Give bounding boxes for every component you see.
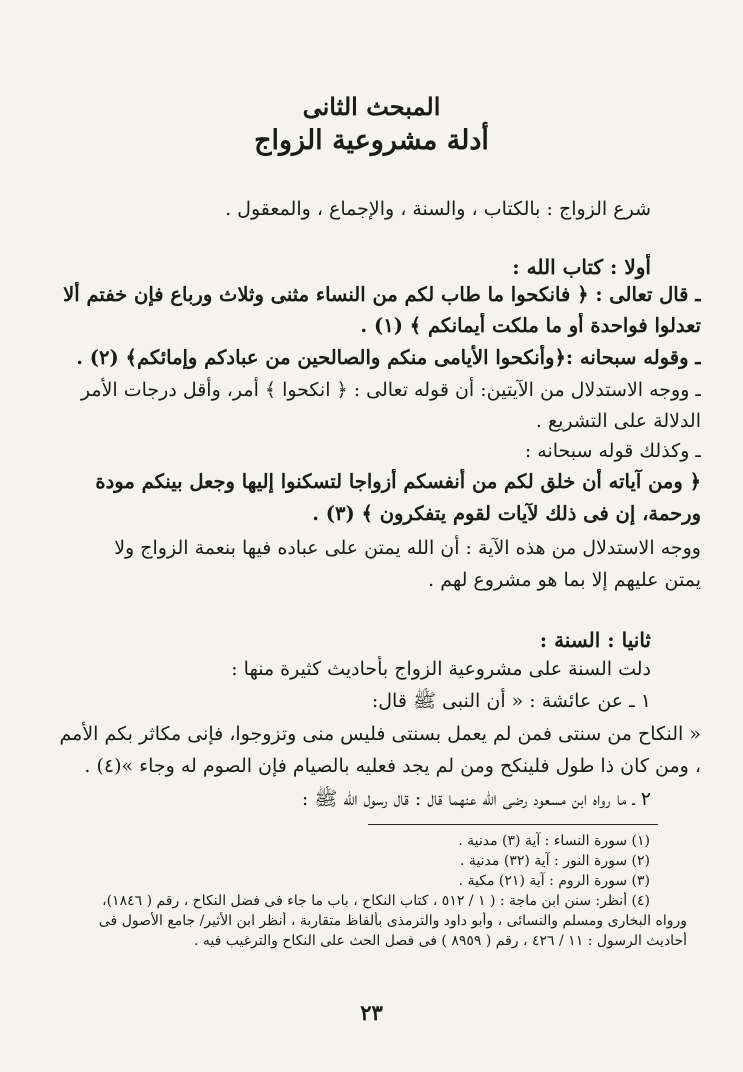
footnote: (٢) سورة النور : آية (٣٢) مدنية . [460, 853, 650, 869]
page-number: ٢٣ [360, 1000, 383, 1025]
text-line: ووجه الاستدلال من هذه الآية : أن الله يمتن على عباده فيها بنعمة الزواج ولا [114, 537, 701, 559]
verse-line: ورحمة، إن فى ذلك لآيات لقوم يتفكرون ﴾ (٣) . [312, 502, 701, 525]
verse-line: ـ وقوله سبحانه :﴿وأنكحوا الأيامى منكم والصالحين من عبادكم وإمائكم﴾ (٢) . [76, 346, 701, 369]
section-heading-quran: أولا : كتاب الله : [512, 255, 651, 279]
hadith-line: « النكاح من سنتى فمن لم يعمل بسنتى فليس منى وتزوجوا، فإنى مكاثر بكم الأمم [59, 723, 701, 745]
text-line: دلت السنة على مشروعية الزواج بأحاديث كثيرة منها : [231, 658, 651, 680]
verse-line: ﴿ ومن آياته أن خلق لكم من أنفسكم أزواجا لتسكنوا إليها وجعل بينكم مودة [95, 470, 701, 493]
hadith-line: ، ومن كان ذا طول فلينكح ومن لم يجد فعليه بالصيام فإن الصوم له وجاء »(٤) . [84, 755, 701, 777]
text-line: ـ ووجه الاستدلال من الآيتين: أن قوله تعالى : ﴿ انكحوا ﴾ أمر، وأقل درجات الأمر [80, 379, 701, 401]
verse-line: ـ قال تعالى : ﴿ فانكحوا ما طاب لكم من النساء مثنى وثلاث ورباع فإن خفتم ألا [63, 283, 701, 306]
section-title: المبحث الثانى [302, 92, 441, 121]
footnote: (٣) سورة الروم : آية (٢١) مكية . [458, 873, 650, 889]
intro-paragraph: شرع الزواج : بالكتاب ، والسنة ، والإجماع ، والمعقول . [225, 198, 651, 220]
text-line: الدلالة على التشريع . [535, 410, 701, 432]
footnote-continuation: أحاديث الرسول : ١١ / ٤٢٦ ، رقم ( ٨٩٥٩ ) فى فصل الحث على النكاح والترغيب فيه . [193, 933, 687, 949]
text-line: يمتن عليهم إلا بما هو مشروع لهم . [428, 569, 701, 591]
text-line: ١ ـ عن عائشة : « أن النبى ﷺ قال: [371, 690, 651, 712]
chapter-title: أدلة مشروعية الزواج [254, 125, 489, 156]
verse-line: تعدلوا فواحدة أو ما ملكت أيمانكم ﴾ (١) . [360, 314, 701, 337]
text-line: ٢ ـ ما رواه ابن مسعود رضى الله عنهما قال : قال رسول الله ﷺ : [301, 788, 651, 810]
footnote-continuation: ورواه البخارى ومسلم والنسائى ، وأبو داود والترمذى بألفاظ متقاربة ، أنظر ابن الأثير/ جامع الأصول فى [98, 913, 687, 929]
text-line: ـ وكذلك قوله سبحانه : [524, 440, 701, 462]
footnote-divider [368, 824, 658, 825]
footnote: (٤) أنظر: سنن ابن ماجة : ( ١ / ٥١٢ ، كتاب النكاح ، باب ما جاء فى فضل النكاح ، رقم ( ١٨٤٦)، [102, 893, 650, 909]
section-heading-sunnah: ثانيا : السنة : [539, 628, 651, 652]
footnote: (١) سورة النساء : آية (٣) مدنية . [458, 833, 650, 849]
